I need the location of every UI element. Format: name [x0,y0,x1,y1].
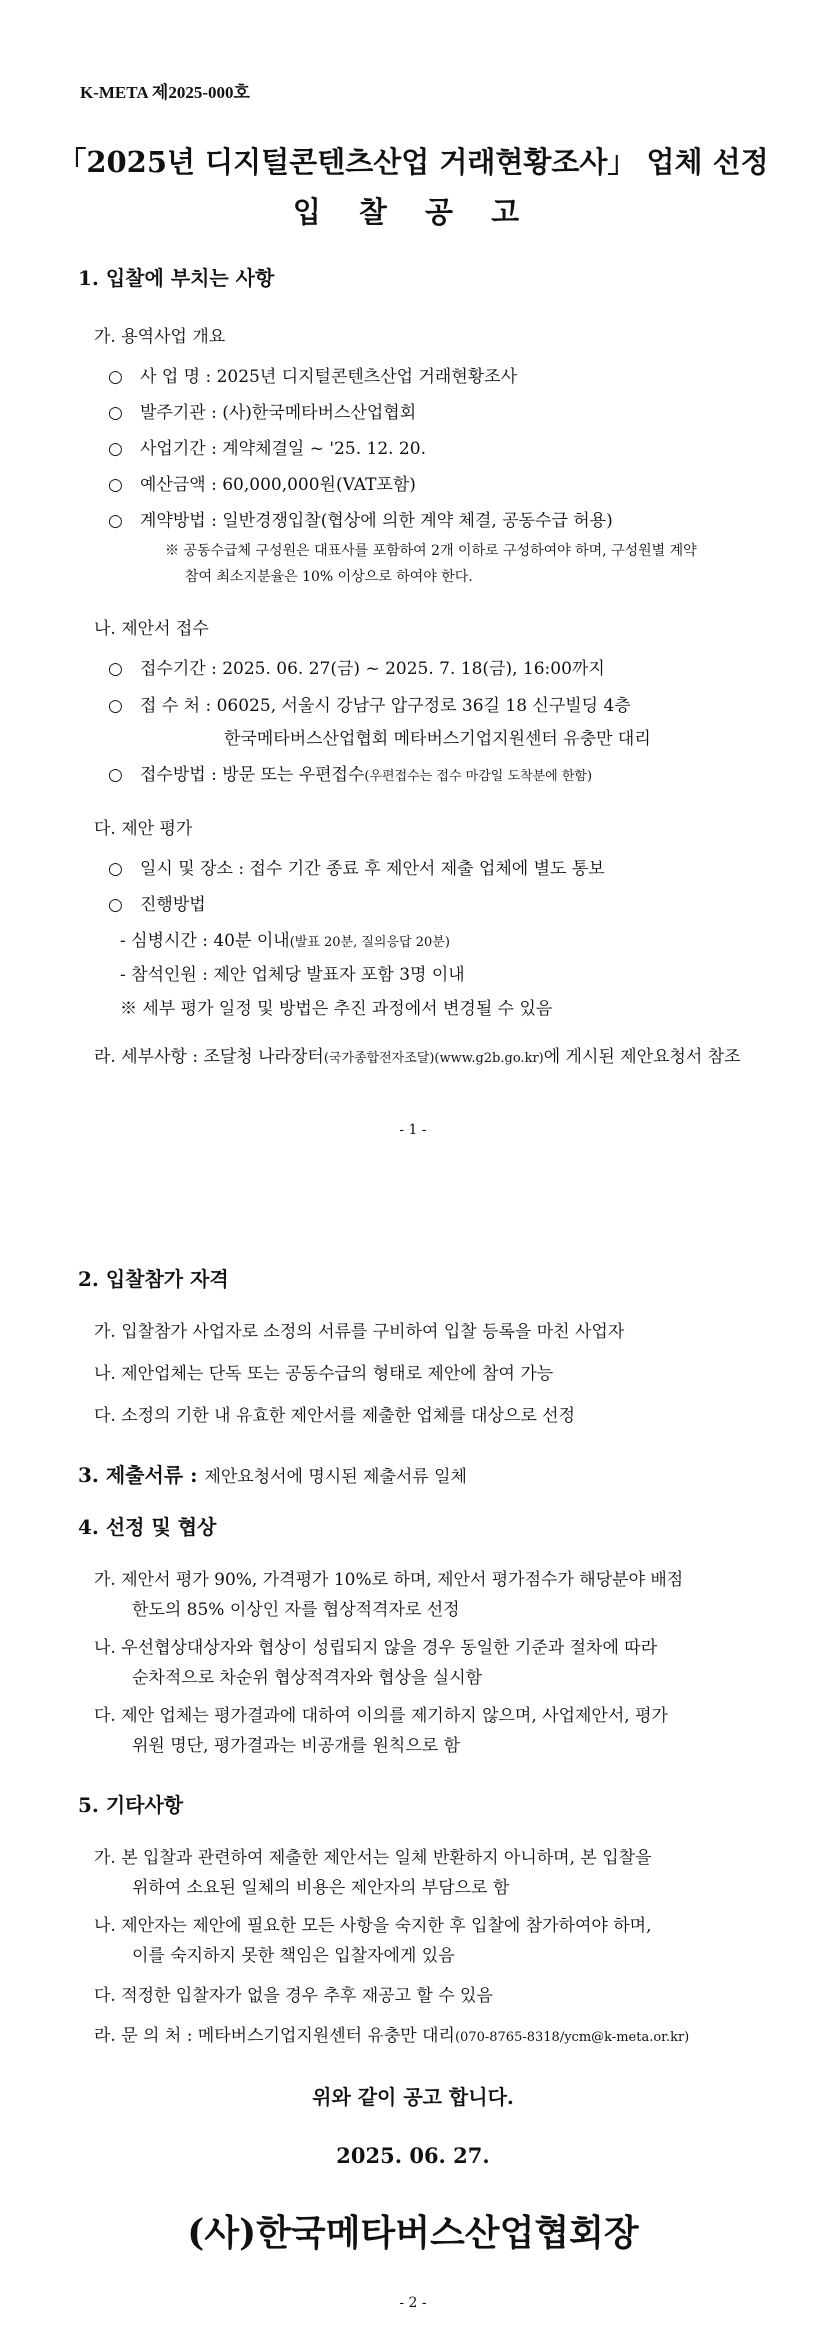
contact-line: 라. 문 의 처 : 메타버스기업지원센터 유충만 대리(070-8765-8318/ycm@k-meta.or.kr) [94,2026,690,2046]
title-line-1: 「2025년 디지털콘텐츠산업 거래현황조사」 업체 선정 [57,145,769,179]
misc-item-2-line-1: 나. 제안자는 제안에 필요한 모든 사항을 숙지한 후 입찰에 참가하여야 하며, [94,1916,652,1936]
qualification-item-2: 나. 제안업체는 단독 또는 공동수급의 형태로 제안에 참여 가능 [94,1364,554,1384]
page-2 [0,1169,826,2338]
section-1-ga-label: 가. 용역사업 개요 [94,327,226,347]
misc-item-3: 다. 적정한 입찰자가 없을 경우 추후 재공고 할 수 있음 [94,1986,493,2006]
overview-item-period: ○ 사업기간 : 계약체결일 ~ '25. 12. 20. [108,439,426,459]
section-1-ra: 라. 세부사항 : 조달청 나라장터(국가종합전자조달)(www.g2b.go.kr)에 게시된 제안요청서 참조 [94,1047,741,1067]
bullet-icon: ○ [108,403,123,423]
bullet-icon: ○ [108,895,123,915]
bullet-icon: ○ [108,475,123,495]
bullet-icon: ○ [108,696,123,716]
contact-detail: (070-8765-8318/ycm@k-meta.or.kr) [454,2030,690,2045]
misc-item-1-line-1: 가. 본 입찰과 관련하여 제출한 제안서는 일체 반환하지 아니하며, 본 입찰을 [94,1848,652,1868]
bullet-icon: ○ [108,439,123,459]
selection-item-2-line-1: 나. 우선협상대상자와 협상이 성립되지 않을 경우 동일한 기준과 절차에 따라 [94,1638,658,1658]
bullet-icon: ○ [108,765,123,785]
evaluation-process: ○ 진행방법 [108,895,206,915]
section-2-heading: 2. 입찰참가 자격 [78,1267,229,1291]
misc-item-1-line-2: 위하여 소요된 일체의 비용은 제안자의 부담으로 함 [132,1878,510,1898]
submission-period: ○ 접수기간 : 2025. 06. 27(금) ~ 2025. 7. 18(금), 16:00까지 [108,659,605,679]
section-3-text: 제안요청서에 명시된 제출서류 일체 [204,1467,467,1487]
bullet-icon: ○ [108,659,123,679]
evaluation-schedule: ○ 일시 및 장소 : 접수 기간 종료 후 제안서 제출 업체에 별도 통보 [108,859,605,879]
evaluation-note: ※ 세부 평가 일정 및 방법은 추진 과정에서 변경될 수 있음 [120,999,553,1019]
evaluation-attendees: - 참석인원 : 제안 업체당 발표자 포함 3명 이내 [120,965,465,985]
selection-item-3-line-1: 다. 제안 업체는 평가결과에 대하여 이의를 제기하지 않으며, 사업제안서, 평가 [94,1706,668,1726]
bullet-icon: ○ [108,367,123,387]
submission-address-cont: 한국메타버스산업협회 메타버스기업지원센터 유충만 대리 [224,729,651,749]
overview-item-budget: ○ 예산금액 : 60,000,000원(VAT포함) [108,475,416,495]
page-number-1: - 1 - [399,1122,427,1138]
section-1-na-label: 나. 제안서 접수 [94,619,209,639]
section-4-heading: 4. 선정 및 협상 [78,1515,217,1539]
evaluation-time: - 심병시간 : 40분 이내(발표 20분, 질의응답 20분) [120,931,450,951]
submission-method: ○ 접수방법 : 방문 또는 우편접수(우편접수는 접수 마감일 도착분에 한함) [108,765,593,785]
selection-item-3-line-2: 위원 명단, 평가결과는 비공개를 원칙으로 함 [132,1736,461,1756]
selection-item-2-line-2: 순차적으로 차순위 협상적격자와 협상을 실시함 [132,1668,483,1688]
announcement-date: 2025. 06. 27. [336,2143,490,2168]
title-line-2: 입 찰 공 고 [292,195,534,229]
section-1-da-label: 다. 제안 평가 [94,819,193,839]
selection-item-1-line-1: 가. 제안서 평가 90%, 가격평가 10%로 하며, 제안서 평가점수가 해당분야 배점 [94,1570,684,1590]
consortium-note-line-2: 참여 최소지분율은 10% 이상으로 하여야 한다. [185,569,473,585]
organization-signature: (사)한국메타버스산업협회장 [187,2212,639,2254]
bullet-icon: ○ [108,859,123,879]
selection-item-1-line-2: 한도의 85% 이상인 자를 협상적격자로 선정 [132,1600,460,1620]
qualification-item-1: 가. 입찰참가 사업자로 소정의 서류를 구비하여 입찰 등록을 마친 사업자 [94,1322,625,1342]
bullet-icon: ○ [108,511,123,531]
misc-item-2-line-2: 이를 숙지하지 못한 책임은 입찰자에게 있음 [132,1946,455,1966]
submission-address: ○ 접 수 처 : 06025, 서울시 강남구 압구정로 36길 18 신구빌딩 4층 [108,696,631,716]
section-5-heading: 5. 기타사항 [78,1793,184,1817]
consortium-note-line-1: ※ 공동수급체 구성원은 대표사를 포함하여 2개 이하로 구성하여야 하며, 구성원별 계약 [165,543,697,559]
overview-item-client: ○ 발주기관 : (사)한국메타버스산업협회 [108,403,417,423]
page-number-2: - 2 - [399,2295,427,2311]
overview-item-name: ○ 사 업 명 : 2025년 디지털콘텐츠산업 거래현황조사 [108,367,518,387]
overview-item-contract: ○ 계약방법 : 일반경쟁입찰(협상에 의한 계약 체결, 공동수급 허용) [108,511,613,531]
closing-statement: 위와 같이 공고 합니다. [312,2085,514,2109]
section-3-heading: 3. 제출서류 : 제안요청서에 명시된 제출서류 일체 [78,1463,467,1487]
qualification-item-3: 다. 소정의 기한 내 유효한 제안서를 제출한 업체를 대상으로 선정 [94,1406,576,1426]
document-number: K-META 제2025-000호 [80,83,250,102]
section-1-heading: 1. 입찰에 부치는 사항 [78,266,275,290]
